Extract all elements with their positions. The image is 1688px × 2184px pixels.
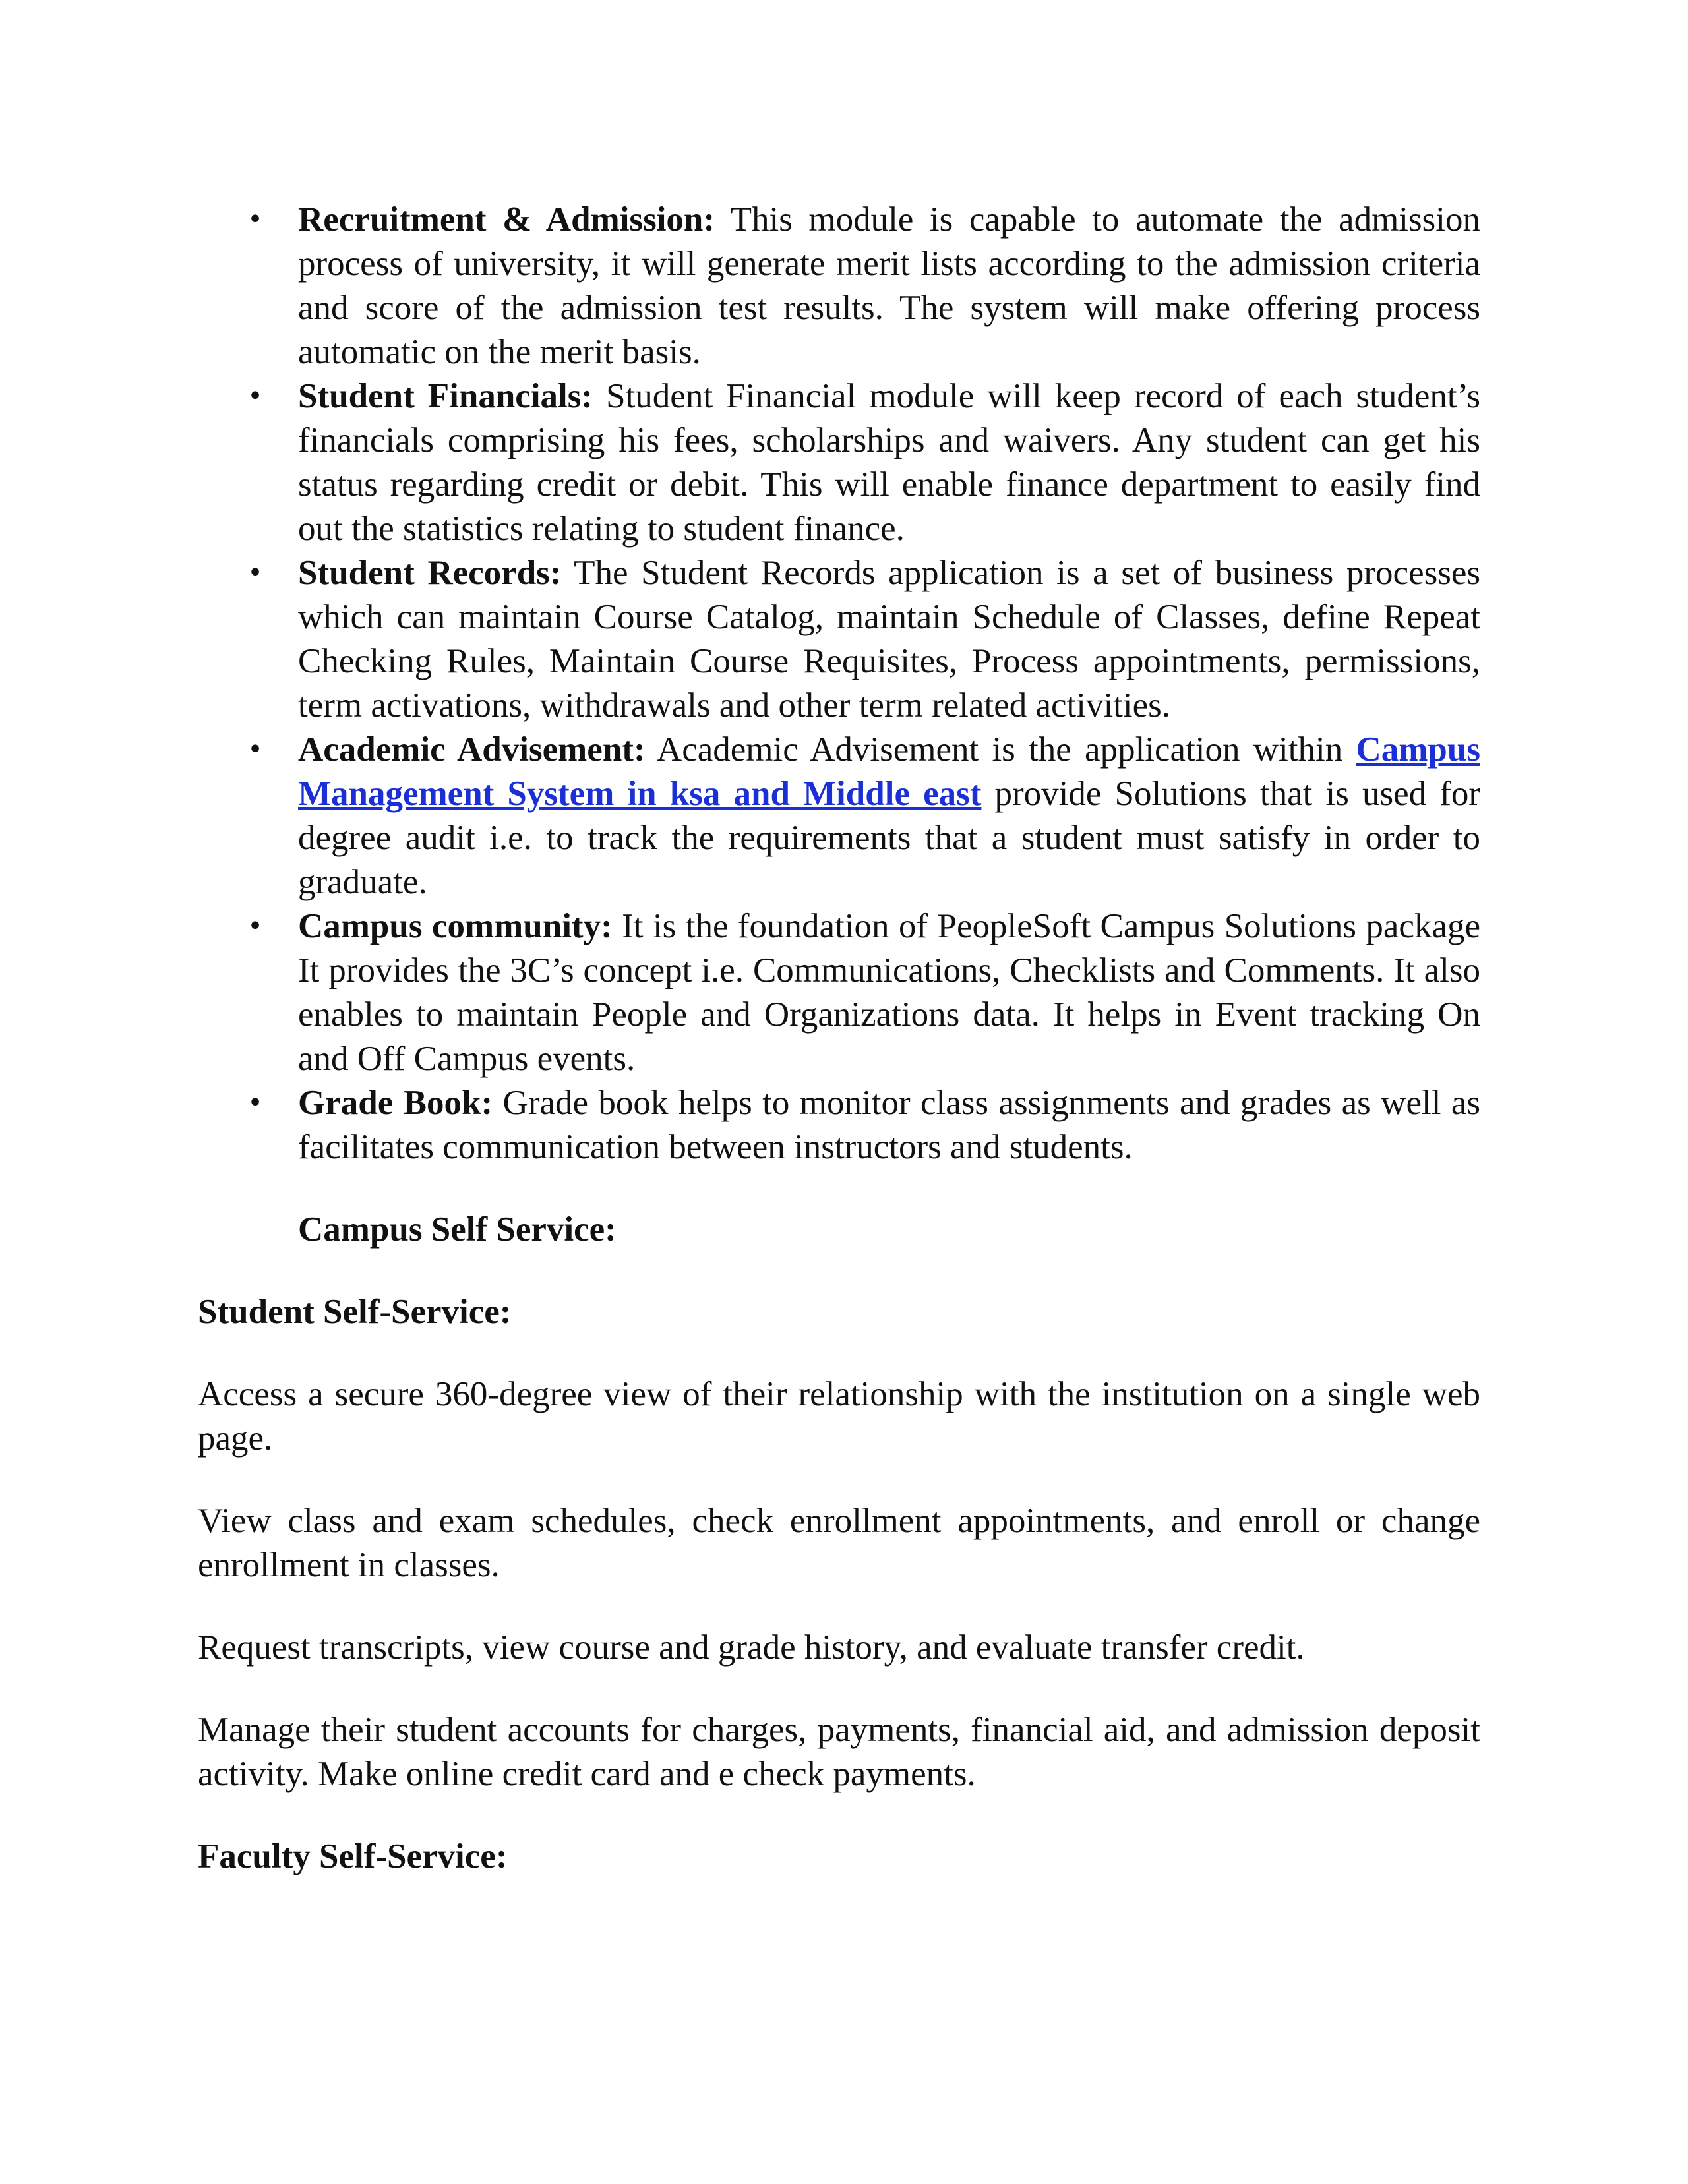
student-self-service-heading: Student Self-Service:	[198, 1293, 512, 1331]
list-item-grade-book	[198, 1081, 1480, 1169]
module-term: Grade Book:	[298, 1084, 493, 1122]
student-self-service-paragraph: View class and exam schedules, check enrollment appointments, and enroll or change enrollment in classes.	[198, 1502, 1480, 1584]
bullet-icon: •	[247, 734, 263, 765]
list-item-recruitment-admission	[198, 198, 1480, 374]
module-description: Student Financial module will keep record of each student’s financials comprising his fees, scholarships and waivers. Any student can get his status regarding credit or debit. This will enable finance department to easily find out the statistics relating to student finance.	[298, 377, 1480, 548]
module-description: It is the foundation of PeopleSoft Campus Solutions package It provides the 3C’s concept i.e. Communications, Checklists and Comments. It also enables to maintain People and Organizations data. It helps in Event tracking On and Off Campus events.	[298, 907, 1480, 1078]
page-content	[198, 198, 1480, 1879]
module-term: Student Financials:	[298, 377, 593, 415]
faculty-self-service-heading: Faculty Self-Service:	[198, 1837, 508, 1875]
list-item-student-records	[198, 551, 1480, 728]
module-description-start: Academic Advisement is the application within	[645, 730, 1356, 769]
student-self-service-paragraph: Access a secure 360-degree view of their relationship with the institution on a single web page.	[198, 1375, 1480, 1458]
bullet-icon: •	[247, 204, 263, 235]
module-term: Academic Advisement:	[298, 730, 646, 769]
bullet-icon: •	[247, 1088, 263, 1118]
module-term: Recruitment & Admission:	[298, 200, 715, 239]
campus-management-link[interactable]: Campus Management System in ksa and Middle east	[298, 730, 1480, 813]
list-item-academic-advisement	[198, 728, 1480, 904]
student-self-service-paragraph: Manage their student accounts for charges, payments, financial aid, and admission deposit activity. Make online credit card and e check payments.	[198, 1711, 1480, 1793]
campus-self-service-heading: Campus Self Service:	[298, 1210, 617, 1249]
list-item-campus-community	[198, 904, 1480, 1081]
module-description: This module is capable to automate the admission process of university, it will generate merit lists according to the admission criteria and score of the admission test results. The system will make offering process automatic on the merit basis.	[298, 200, 1480, 371]
module-term: Campus community:	[298, 907, 613, 945]
module-description: The Student Records application is a set of business processes which can maintain Course Catalog, maintain Schedule of Classes, define Repeat Checking Rules, Maintain Course Requisites, Process appointments, permissions, term activations, withdrawals and other term related activities.	[298, 554, 1480, 724]
module-list	[198, 198, 1480, 1169]
module-description-end: provide Solutions that is used for degree audit i.e. to track the requirements that a student must satisfy in order to graduate.	[298, 775, 1480, 901]
module-term: Student Records:	[298, 554, 562, 592]
bullet-icon: •	[247, 911, 263, 941]
student-self-service-paragraph: Request transcripts, view course and grade history, and evaluate transfer credit.	[198, 1628, 1305, 1667]
list-item-student-financials	[198, 374, 1480, 551]
bullet-icon: •	[247, 381, 263, 411]
bullet-icon: •	[247, 558, 263, 588]
module-description: Grade book helps to monitor class assignments and grades as well as facilitates communication between instructors and students.	[298, 1084, 1480, 1166]
